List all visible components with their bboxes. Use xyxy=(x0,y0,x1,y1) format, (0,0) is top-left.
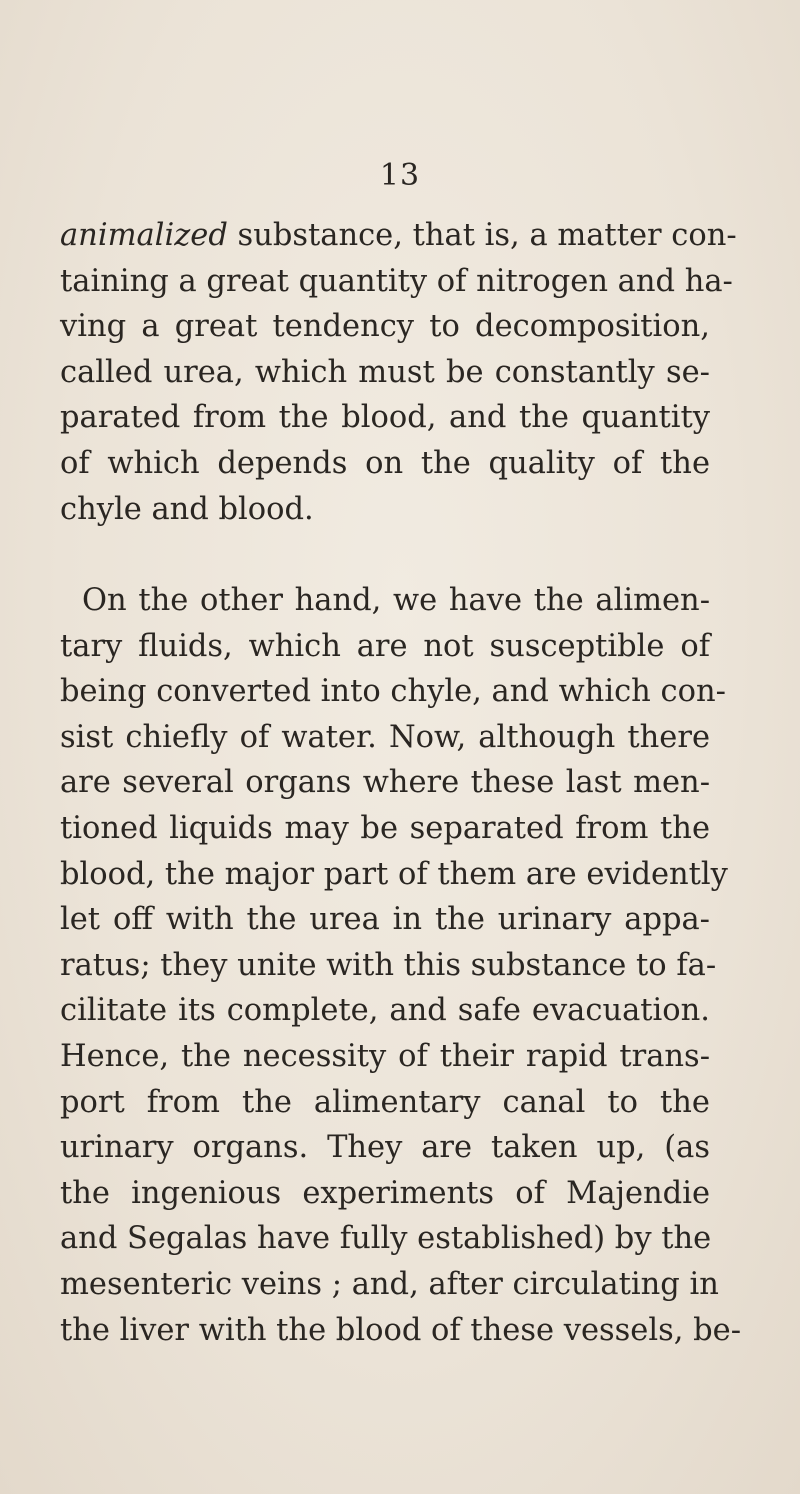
text-line: chyle and blood. xyxy=(60,491,314,527)
text-line: and Segalas have fully established) by the xyxy=(60,1221,712,1257)
text-line: called urea, which must be constantly se- xyxy=(60,354,710,390)
text-line: are several organs where these last men- xyxy=(60,765,710,801)
text-line: being converted into chyle, and which con- xyxy=(60,674,726,710)
paragraph-2 xyxy=(60,578,742,1353)
text-line: cilitate its complete, and safe evacuation. xyxy=(60,993,710,1029)
text-line: ving a great tendency to decomposition, xyxy=(60,309,710,345)
text-line xyxy=(60,213,737,259)
text-line: sist chiefly of water. Now, although there xyxy=(60,719,710,755)
text-line: tary fluids, which are not susceptible of xyxy=(60,628,710,664)
text-line: of which depends on the quality of the xyxy=(60,445,710,481)
page-number: 13 xyxy=(379,158,421,193)
text-line: the ingenious experiments of Majendie xyxy=(60,1175,710,1211)
text-line: parated from the blood, and the quantity xyxy=(60,400,710,436)
text-line: blood, the major part of them are evidently xyxy=(60,856,728,892)
text-line: Hence, the necessity of their rapid trans- xyxy=(60,1038,710,1074)
line-text: substance, that is, a matter con- xyxy=(227,218,737,253)
text-line: let off with the urea in the urinary appa- xyxy=(60,902,710,938)
text-line: urinary organs. They are taken up, (as xyxy=(60,1130,710,1166)
text-line: On the other hand, we have the alimen- xyxy=(82,583,710,618)
italic-word: animalized xyxy=(60,218,228,253)
paragraph-1 xyxy=(60,213,737,532)
text-line: ratus; they unite with this substance to fa- xyxy=(60,947,717,983)
text-line: tioned liquids may be separated from the xyxy=(60,810,710,846)
text-line: port from the alimentary canal to the xyxy=(60,1084,710,1120)
text-line: the liver with the blood of these vessels, be- xyxy=(60,1312,742,1348)
text-line: taining a great quantity of nitrogen and ha- xyxy=(60,263,733,299)
text-line: mesenteric veins ; and, after circulating in xyxy=(60,1266,719,1302)
